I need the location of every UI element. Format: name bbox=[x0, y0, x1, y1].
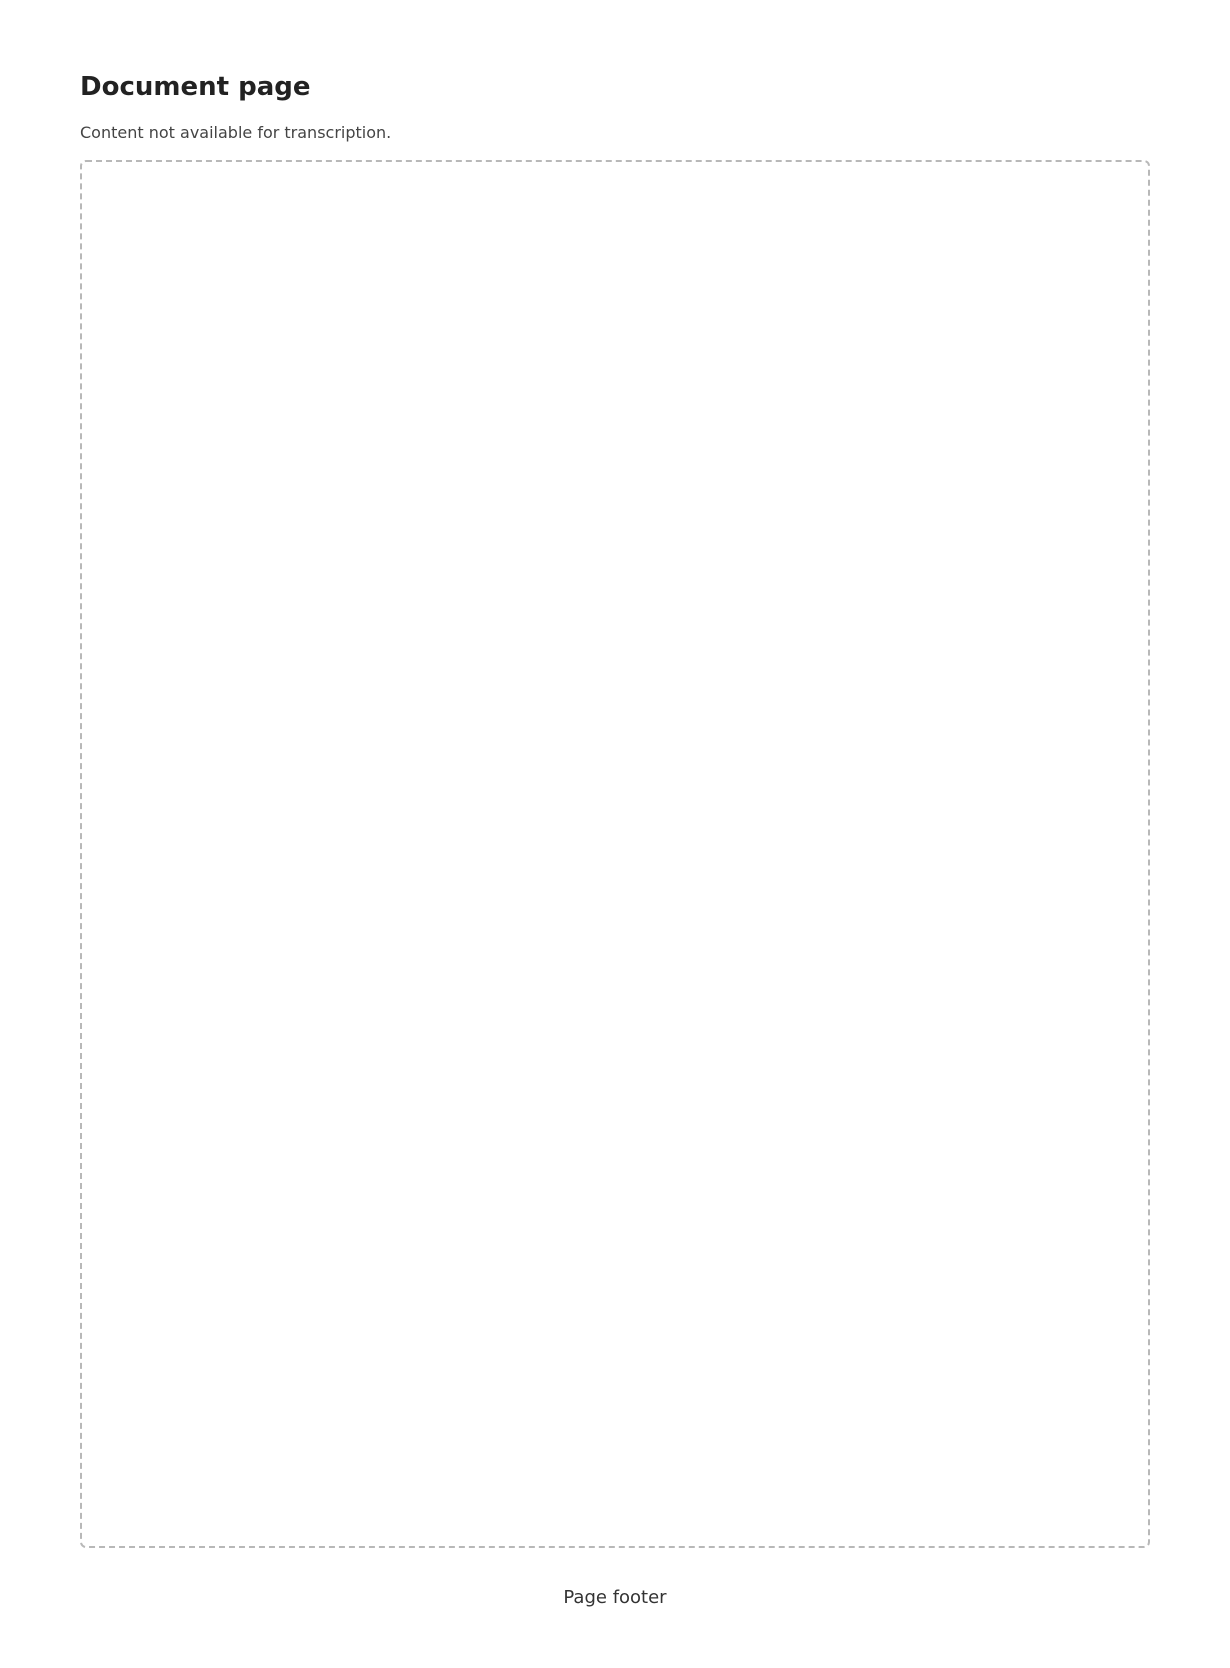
content-frame bbox=[80, 160, 1150, 1548]
page-footer: Page footer bbox=[563, 1587, 667, 1608]
page-title: Document page bbox=[80, 72, 311, 102]
placeholder-note: Content not available for transcription. bbox=[80, 123, 392, 142]
